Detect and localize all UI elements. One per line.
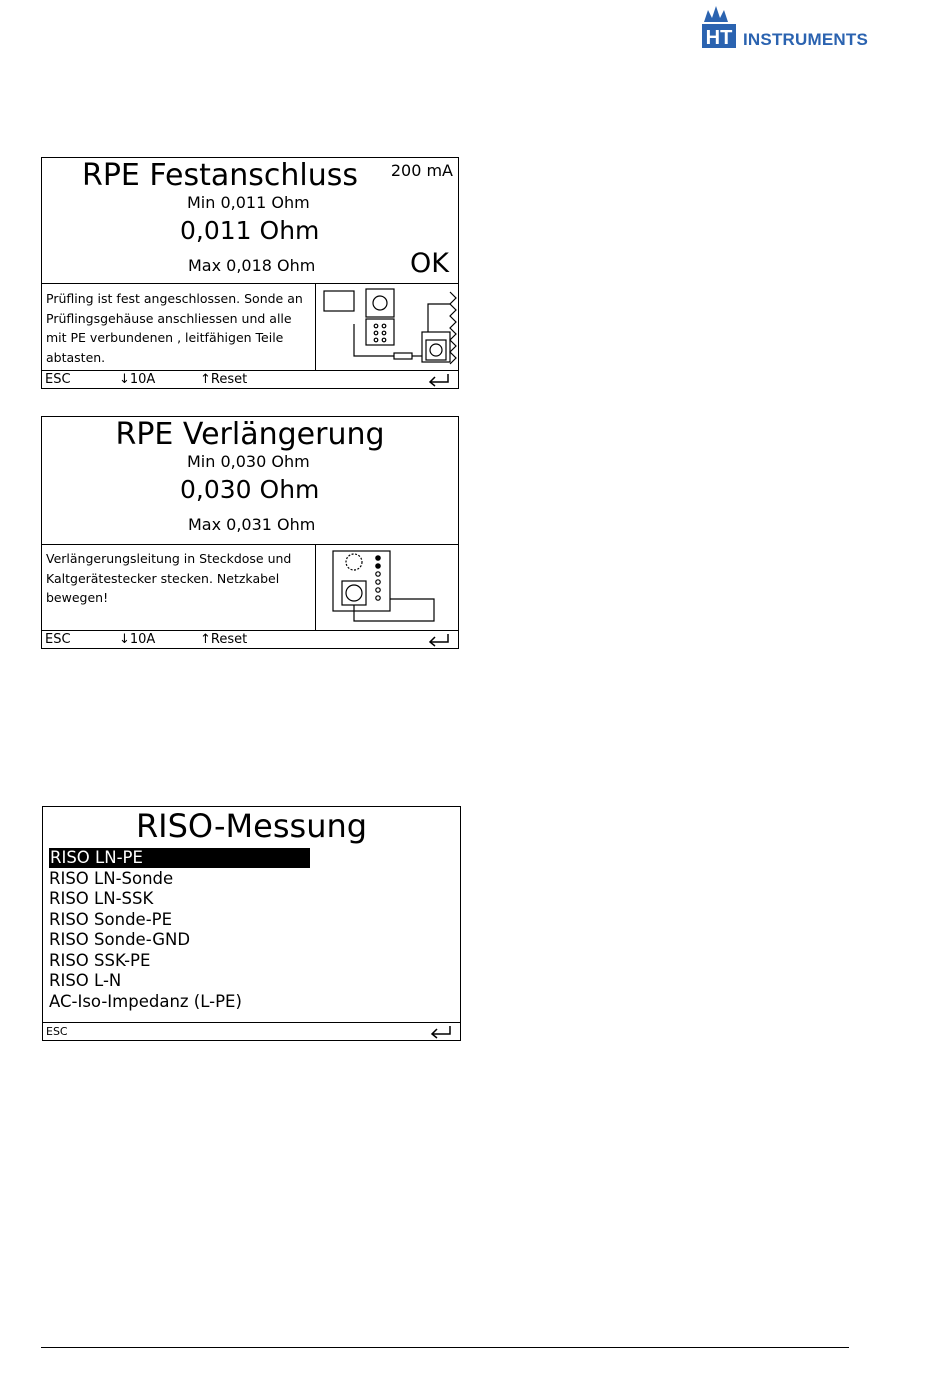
- instruction-text: Verlängerungsleitung in Steckdose und Kaltgerätestecker stecken. Netzkabel bewegen!: [46, 551, 292, 605]
- enter-icon[interactable]: [428, 1025, 454, 1039]
- down-10a-button[interactable]: ↓10A: [119, 632, 156, 647]
- screen-title: RISO-Messung: [135, 807, 368, 845]
- esc-button[interactable]: ESC: [45, 632, 71, 647]
- ht-instruments-logo: [700, 4, 880, 50]
- screen-title: RPE Verlängerung: [115, 417, 385, 452]
- rpe-festanschluss-screen: [41, 157, 459, 389]
- menu-item-riso-ssk-pe[interactable]: RISO SSK-PE: [49, 951, 151, 970]
- divider: [42, 283, 458, 284]
- brand-name: INSTRUMENTS: [743, 30, 868, 49]
- menu-item-riso-ln-pe[interactable]: RISO LN-PE: [49, 848, 310, 868]
- measured-value: 0,011 Ohm: [180, 216, 320, 245]
- page-footer-rule: [41, 1347, 849, 1348]
- riso-messung-screen: [42, 806, 461, 1041]
- instruction-text: Prüfling ist fest angeschlossen. Sonde an Prüflingsgehäuse anschliessen und alle mit PE verbundenen , leitfähigen Teile abtasten.: [46, 291, 303, 365]
- enter-icon[interactable]: [426, 373, 452, 387]
- rpe-verlaengerung-screen: [41, 416, 459, 649]
- connection-diagram-icon: [318, 286, 458, 368]
- min-value: Min 0,011 Ohm: [187, 193, 310, 212]
- divider: [42, 630, 458, 631]
- menu-item-riso-sonde-pe[interactable]: RISO Sonde-PE: [49, 910, 173, 929]
- menu-item-riso-ln-ssk[interactable]: RISO LN-SSK: [49, 889, 154, 908]
- max-value: Max 0,018 Ohm: [188, 256, 316, 275]
- reset-button[interactable]: ↑Reset: [200, 372, 248, 387]
- status-ok: OK: [410, 248, 449, 279]
- enter-icon[interactable]: [426, 633, 452, 647]
- divider: [42, 544, 458, 545]
- reset-button[interactable]: ↑Reset: [200, 632, 248, 647]
- screen-title: RPE Festanschluss: [82, 158, 359, 193]
- menu-item-riso-l-n[interactable]: RISO L-N: [49, 971, 122, 990]
- menu-item-ac-iso-impedanz[interactable]: AC-Iso-Impedanz (L-PE): [49, 992, 242, 1011]
- svg-text:HT: HT: [705, 27, 733, 49]
- max-value: Max 0,031 Ohm: [188, 515, 316, 534]
- divider: [42, 370, 458, 371]
- divider: [315, 544, 316, 630]
- test-current: 200 mA: [390, 161, 453, 180]
- extension-cable-diagram-icon: [318, 547, 458, 629]
- divider: [315, 283, 316, 370]
- ht-logo-icon: [700, 4, 740, 50]
- min-value: Min 0,030 Ohm: [187, 452, 310, 471]
- esc-button[interactable]: ESC: [46, 1025, 68, 1038]
- menu-item-riso-ln-sonde[interactable]: RISO LN-Sonde: [49, 869, 174, 888]
- measured-value: 0,030 Ohm: [180, 475, 320, 504]
- menu-item-riso-sonde-gnd[interactable]: RISO Sonde-GND: [49, 930, 191, 949]
- down-10a-button[interactable]: ↓10A: [119, 372, 156, 387]
- esc-button[interactable]: ESC: [45, 372, 71, 387]
- divider: [43, 1022, 460, 1023]
